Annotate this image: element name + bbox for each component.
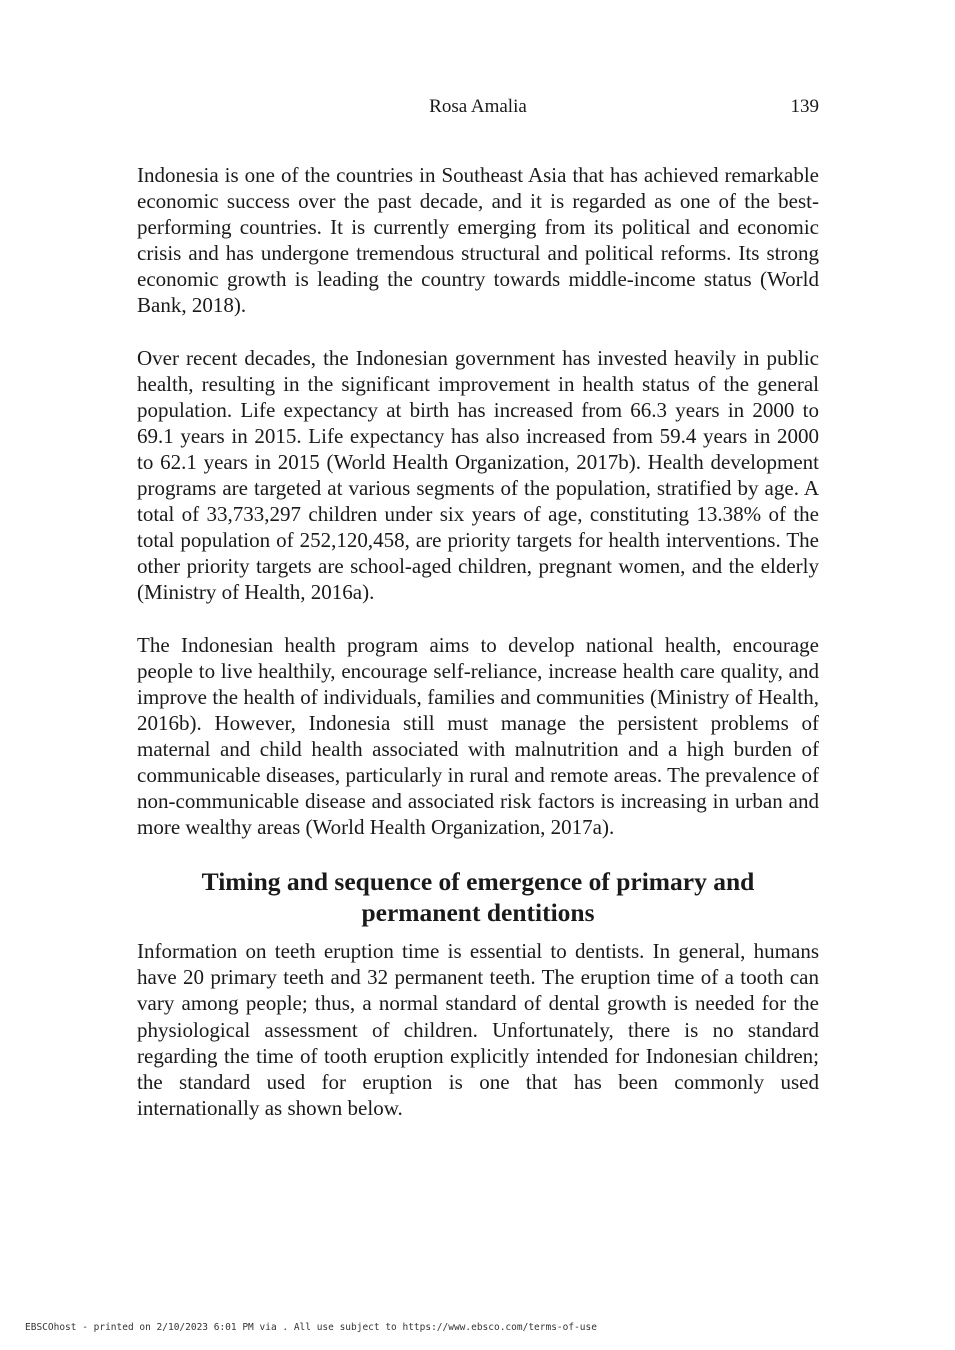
running-head-author: Rosa Amalia bbox=[429, 96, 527, 117]
paragraph-economic-success: Indonesia is one of the countries in Southeast Asia that has achieved remarkable economic success over the past decade, and it is regarded as one of the best-performing countries. It is currently emerging from its political and economic crisis and has undergone tremendous structural and political reforms. Its strong economic growth is leading the country towards middle-income status (World Bank, 2018). bbox=[137, 163, 819, 318]
paragraph-eruption-time: Information on teeth eruption time is essential to dentists. In general, humans have 20 primary teeth and 32 permanent teeth. The eruption time of a tooth can vary among people; thus, a normal standard of dental growth is needed for the physiological assessment of children. Unfortunately, there is no standard regarding the time of tooth eruption explicitly intended for Indonesian children; the standard used for eruption is one that has been commonly used internationally as shown below. bbox=[137, 939, 819, 1120]
ebsco-footer: EBSCOhost - printed on 2/10/2023 6:01 PM via . All use subject to https://www.ebsco.com/terms-of-use bbox=[25, 1322, 597, 1333]
section-heading: Timing and sequence of emergence of primary and permanent dentitions bbox=[201, 867, 755, 928]
running-header bbox=[137, 96, 819, 120]
body-text bbox=[137, 162, 819, 1147]
paragraph-health-program: The Indonesian health program aims to develop national health, encourage people to live healthily, encourage self-reliance, increase health care quality, and improve the health of individuals, families and communities (Ministry of Health, 2016b). However, Indonesia still must manage the persistent problems of maternal and child health associated with malnutrition and a high burden of communicable diseases, particularly in rural and remote areas. The prevalence of non-communicable disease and associated risk factors is increasing in urban and more wealthy areas (World Health Organization, 2017a). bbox=[137, 632, 819, 840]
paragraph-public-health: Over recent decades, the Indonesian government has invested heavily in public health, resulting in the significant improvement in health status of the general population. Life expectancy at birth has increased from 66.3 years in 2000 to 69.1 years in 2015. Life expectancy has also increased from 59.4 years in 2000 to 62.1 years in 2015 (World Health Organization, 2017b). Health development programs are targeted at various segments of the population, stratified by age. A total of 33,733,297 children under six years of age, constituting 13.38% of the total population of 252,120,458, are priority targets for health interventions. The other priority targets are school-aged children, pregnant women, and the elderly (Ministry of Health, 2016a). bbox=[137, 345, 819, 605]
page-number: 139 bbox=[790, 96, 819, 117]
